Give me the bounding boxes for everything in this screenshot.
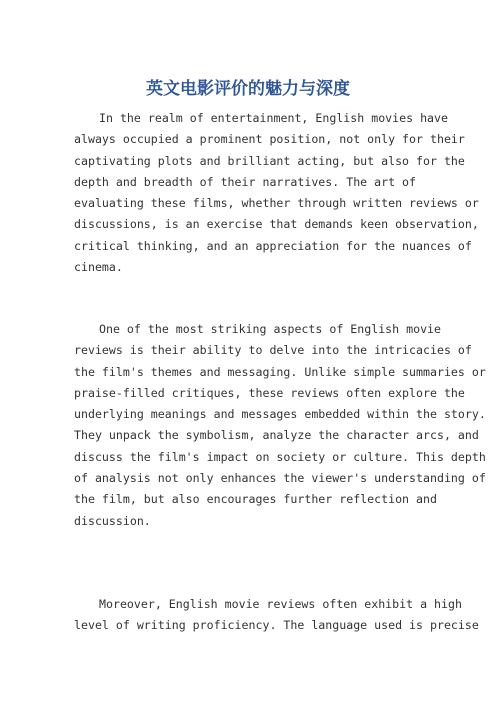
paragraph-1-line-6: discussions, is an exercise that demands keen observation,	[74, 217, 479, 232]
paragraph-1-line-3: captivating plots and brilliant acting, but also for the	[74, 153, 465, 168]
paragraph-2	[74, 319, 486, 532]
paragraph-1-line-4: depth and breadth of their narratives. The art of	[74, 174, 417, 189]
paragraph-1-line-5: evaluating these films, whether through written reviews or	[74, 196, 479, 211]
paragraph-1-line-8: cinema.	[74, 260, 123, 275]
paragraph-3-line-1: Moreover, English movie reviews often exhibit a high	[99, 597, 462, 611]
paragraph-3	[74, 594, 479, 637]
paragraph-2-line-3: the film's themes and messaging. Unlike simple summaries or	[74, 364, 486, 379]
paragraph-2-line-10: discussion.	[74, 513, 151, 528]
paragraph-2-line-5: underlying meanings and messages embedded within the story.	[74, 407, 486, 422]
paragraph-2-line-4: praise-filled critiques, these reviews often explore the	[74, 385, 465, 400]
paragraph-1	[74, 108, 479, 278]
paragraph-2-line-6: They unpack the symbolism, analyze the character arcs, and	[74, 428, 479, 443]
paragraph-1-line-1: In the realm of entertainment, English movies have	[99, 111, 449, 125]
paragraph-1-line-2: always occupied a prominent position, not only for their	[74, 132, 465, 147]
paragraph-3-line-2: level of writing proficiency. The language used is precise	[74, 618, 479, 633]
paragraph-2-line-8: of analysis not only enhances the viewer's understanding of	[74, 471, 486, 486]
document-title: 英文电影评价的魅力与深度	[146, 79, 350, 99]
paragraph-2-line-7: discuss the film's impact on society or culture. This depth	[74, 449, 486, 464]
paragraph-2-line-1: One of the most striking aspects of English movie	[99, 322, 442, 336]
paragraph-2-line-9: the film, but also encourages further reflection and	[74, 492, 437, 507]
paragraph-2-line-2: reviews is their ability to delve into the intricacies of	[74, 343, 472, 358]
paragraph-1-line-7: critical thinking, and an appreciation for the nuances of	[74, 238, 472, 253]
